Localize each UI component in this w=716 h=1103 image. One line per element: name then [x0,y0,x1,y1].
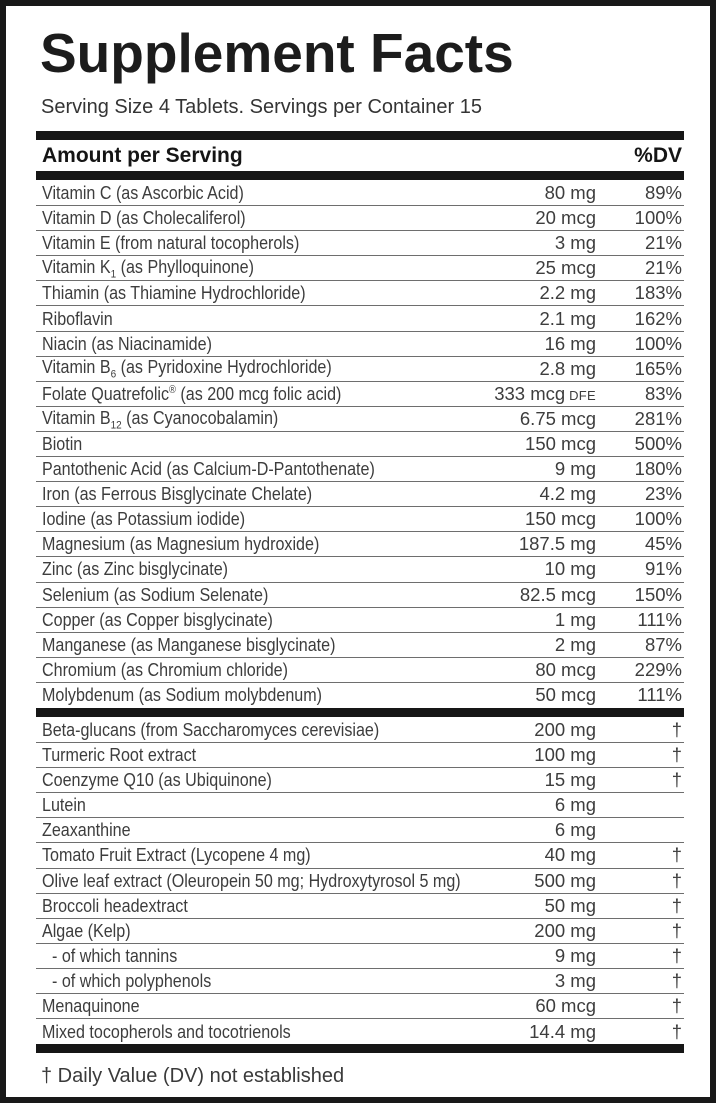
nutrient-dv: † [671,744,682,766]
nutrient-name: Broccoli headextract [42,894,188,916]
nutrient-dv: 150% [634,583,682,605]
nutrient-amount: 6 mg [554,819,596,841]
table-row [36,633,684,658]
nutrient-dv: † [671,844,682,866]
nutrient-name: Tomato Fruit Extract (Lycopene 4 mg) [42,844,311,866]
nutrient-amount: 40 mg [544,844,596,866]
nutrient-dv: † [671,894,682,916]
nutrient-name: Niacin (as Niacinamide) [42,332,212,354]
nutrient-amount: 187.5 mg [518,533,596,555]
nutrient-name: Olive leaf extract (Oleuropein 50 mg; Hydroxytyrosol 5 mg) [42,869,461,891]
nutrient-dv: † [671,919,682,941]
table-row [36,532,684,557]
nutrient-dv: 500% [634,432,682,454]
table-row [36,894,684,919]
nutrient-amount: 50 mg [544,894,596,916]
nutrient-dv: † [671,769,682,791]
nutrient-dv: 21% [644,257,682,279]
nutrient-amount: 200 mg [534,919,596,941]
nutrient-name: Vitamin D (as Cholecaliferol) [42,207,246,229]
nutrient-amount: 2 mg [554,633,596,655]
table-row [36,793,684,818]
nutrient-name: Copper (as Copper bisglycinate) [42,608,273,630]
nutrient-dv: † [671,1020,682,1042]
nutrient-dv: 83% [644,382,682,404]
thick-divider-bottom [36,1044,684,1053]
thick-divider-header [36,171,684,180]
nutrient-name: Vitamin E (from natural tocopherols) [42,232,300,254]
table-row [36,608,684,633]
table-row [36,332,684,357]
nutrient-name: Zeaxanthine [42,819,131,841]
table-row [36,457,684,482]
nutrient-dv: † [671,995,682,1017]
nutrient-amount: 4.2 mg [539,483,596,505]
nutrient-amount: 15 mg [544,769,596,791]
nutrient-amount: 14.4 mg [529,1020,596,1042]
nutrient-name: Thiamin (as Thiamine Hydrochloride) [42,282,306,304]
nutrient-name: Vitamin C (as Ascorbic Acid) [42,182,244,204]
nutrient-name: Iodine (as Potassium iodide) [42,508,246,530]
nutrient-dv: 183% [634,282,682,304]
nutrient-name: Turmeric Root extract [42,744,197,766]
botanicals-section [36,717,684,1044]
table-row [36,357,684,382]
table-row [36,206,684,231]
nutrient-name: Riboflavin [42,307,113,329]
nutrient-amount: 2.2 mg [539,282,596,304]
nutrient-dv: † [671,869,682,891]
table-row [36,658,684,683]
table-row [36,306,684,331]
nutrient-amount: 100 mg [534,744,596,766]
nutrient-name: Lutein [42,794,86,816]
nutrient-name: Zinc (as Zinc bisglycinate) [42,558,229,580]
nutrient-amount: 50 mcg [535,684,596,706]
nutrient-amount: 25 mcg [535,257,596,279]
nutrient-dv: 281% [634,407,682,429]
nutrient-dv: 229% [634,658,682,680]
table-row [36,382,684,407]
nutrient-name: - of which tannins [52,944,178,966]
nutrient-dv: 165% [634,357,682,379]
table-row [36,768,684,793]
nutrient-amount: 150 mcg [525,508,596,530]
nutrient-dv: 100% [634,508,682,530]
thick-divider-top [36,131,684,140]
nutrient-dv: † [671,719,682,741]
nutrient-amount: 60 mcg [535,995,596,1017]
table-row [36,919,684,944]
nutrient-dv: † [671,969,682,991]
nutrient-amount: 200 mg [534,719,596,741]
nutrient-amount: 6.75 mcg [519,407,596,429]
nutrient-name: Vitamin $K_1$ (as Phylloquinone) [42,255,254,281]
nutrient-dv: 89% [644,182,682,204]
daily-value-footnote: † Daily Value (DV) not established [41,1065,345,1088]
nutrient-name: Pantothenic Acid (as Calcium-D-Pantothenate) [42,458,375,480]
nutrient-amount: 150 mcg [525,432,596,454]
percent-dv-header: %DV [634,143,682,167]
nutrient-name: Magnesium (as Magnesium hydroxide) [42,533,320,555]
nutrient-amount: 6 mg [554,794,596,816]
nutrient-dv: 23% [644,483,682,505]
table-row [36,557,684,582]
nutrient-amount: 1 mg [554,608,596,630]
table-row [36,231,684,256]
nutrient-amount: 2.1 mg [539,307,596,329]
nutrient-name: Menaquinone [42,995,140,1017]
nutrient-dv: 100% [634,332,682,354]
nutrient-dv: 87% [644,633,682,655]
thick-divider-middle [36,708,684,717]
table-row [36,743,684,768]
table-row [36,969,684,994]
page-title: Supplement Facts [40,22,514,84]
nutrient-amount: 500 mg [534,869,596,891]
table-row [36,407,684,432]
nutrient-amount: 9 mg [554,458,596,480]
nutrient-amount: 16 mg [544,332,596,354]
serving-info: Serving Size 4 Tablets. Servings per Container 15 [41,96,482,118]
nutrient-name: Mixed tocopherols and tocotrienols [42,1020,291,1042]
table-row [36,281,684,306]
table-row [36,944,684,969]
nutrient-amount: 2.8 mg [539,357,596,379]
table-row [36,181,684,206]
nutrient-name: Algae (Kelp) [42,919,131,941]
nutrient-dv: 162% [634,307,682,329]
nutrient-name: Selenium (as Sodium Selenate) [42,583,269,605]
nutrient-dv: 21% [644,232,682,254]
nutrient-amount: 20 mcg [535,207,596,229]
nutrient-dv: 91% [644,558,682,580]
nutrient-name: Manganese (as Manganese bisglycinate) [42,633,336,655]
nutrient-amount: 3 mg [554,232,596,254]
nutrient-name: Biotin [42,432,83,454]
nutrient-amount: 10 mg [544,558,596,580]
nutrient-name: Folate Quatrefolic® (as 200 mcg folic acid) [42,382,342,404]
nutrient-amount: 82.5 mcg [519,583,596,605]
nutrient-dv: 180% [634,458,682,480]
table-row [36,718,684,743]
amount-per-serving-header: Amount per Serving [42,143,243,167]
nutrient-dv: 45% [644,533,682,555]
nutrient-name: - of which polyphenols [52,969,212,991]
nutrient-name: Vitamin $B_{12}$ (as Cyanocobalamin) [42,406,279,432]
nutrient-name: Molybdenum (as Sodium molybdenum) [42,684,323,706]
table-row [36,507,684,532]
nutrient-name: Beta-glucans (from Saccharomyces cerevisiae) [42,719,380,741]
nutrient-dv: 111% [637,608,682,630]
nutrient-dv: † [671,944,682,966]
table-header-row [36,140,684,171]
nutrient-name: Chromium (as Chromium chloride) [42,658,288,680]
table-row [36,843,684,868]
table-row [36,482,684,507]
table-row [36,583,684,608]
table-row [36,994,684,1019]
vitamins-minerals-section [36,180,684,708]
nutrient-amount: 80 mg [544,182,596,204]
nutrient-name: Vitamin $B_6$ (as Pyridoxine Hydrochloride) [42,356,332,382]
table-row [36,432,684,457]
nutrient-amount: 9 mg [554,944,596,966]
nutrient-name: Iron (as Ferrous Bisglycinate Chelate) [42,483,313,505]
table-row [36,869,684,894]
nutrient-dv: 111% [637,684,682,706]
nutrient-amount: 333 mcg DFE [494,382,596,404]
nutrient-amount: 80 mcg [535,658,596,680]
table-row [36,683,684,708]
nutrient-name: Coenzyme Q10 (as Ubiquinone) [42,769,272,791]
table-row [36,818,684,843]
nutrient-amount: 3 mg [554,969,596,991]
table-row [36,256,684,281]
nutrient-dv: 100% [634,207,682,229]
table-row [36,1019,684,1044]
